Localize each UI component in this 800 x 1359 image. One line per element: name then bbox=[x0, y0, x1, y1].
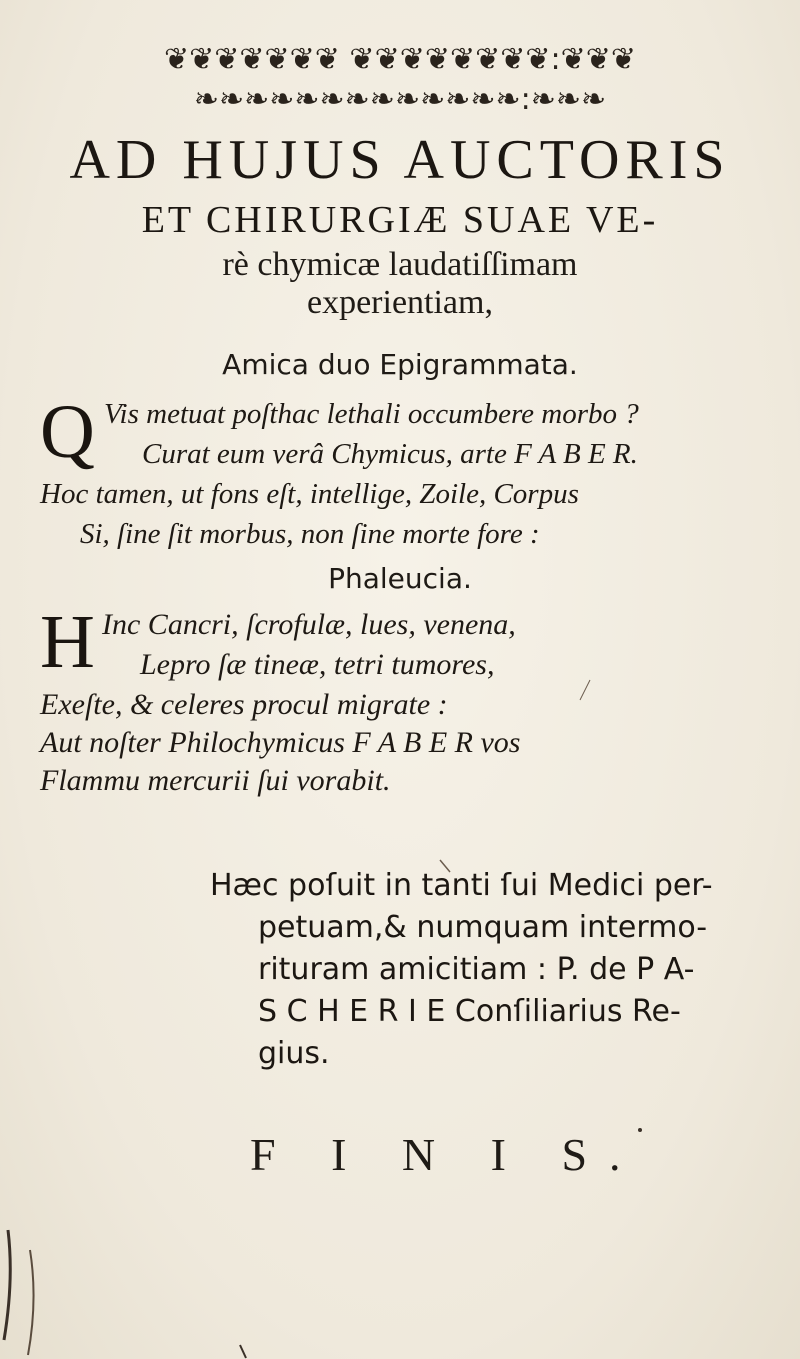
dropcap-h: H bbox=[40, 600, 95, 684]
closing-line-2: petuam,& numquam intermo- bbox=[258, 910, 708, 945]
epigram1-line-2: Curat eum verâ Chymicus, arte F A B E R. bbox=[142, 438, 638, 470]
epigram2-line-4: Aut noſter Philochymicus F A B E R vos bbox=[40, 726, 521, 759]
epigram2-line-3: Exeſte, & celeres procul migrate : bbox=[40, 688, 448, 721]
closing-line-1: Hæc poſuit in tanti ſui Medici per- bbox=[210, 868, 713, 903]
closing-line-4: S C H E R I E Conſiliarius Re- bbox=[258, 994, 681, 1029]
epigram1-line-3: Hoc tamen, ut fons eſt, intellige, Zoile, Corpus bbox=[40, 478, 579, 510]
epigram2-line-1: Inc Cancri, ſcrofulæ, lues, venena, bbox=[102, 608, 516, 641]
ornament-border-bottom: ❧❧❧❧❧❧❧❧❧❧❧❧❧:❧❧❧ bbox=[193, 82, 607, 117]
epigram1-line-4: Si, ſine ſit morbus, non ſine morte fore : bbox=[80, 518, 540, 550]
closing-line-5: gius. bbox=[258, 1036, 330, 1071]
title-line-2: ET CHIRURGIÆ SUAE VE- bbox=[141, 199, 659, 241]
heading-phaleucia: Phaleucia. bbox=[328, 562, 472, 595]
ornament-border-top: ❦❦❦❦❦❦❦ ❦❦❦❦❦❦❦❦:❦❦❦ bbox=[163, 42, 637, 77]
epigram2-line-5: Flammu mercurii ſui vorabit. bbox=[40, 764, 391, 797]
epigram2-line-2: Lepro ſæ tineæ, tetri tumores, bbox=[140, 648, 495, 681]
title-line-3: rè chymicæ laudatiſſimam bbox=[222, 246, 578, 283]
epigram1-line-1: Vis metuat poſthac lethali occumbere morbo ? bbox=[104, 398, 639, 430]
finis: F I N I S. bbox=[250, 1129, 643, 1180]
title-line-4: experientiam, bbox=[307, 284, 493, 321]
title-line-1: AD HUJUS AUCTORIS bbox=[69, 129, 731, 191]
dropcap-q: Q bbox=[40, 390, 95, 474]
subtitle: Amica duo Epigrammata. bbox=[222, 348, 578, 381]
closing-line-3: rituram amicitiam : P. de P A- bbox=[258, 952, 695, 987]
